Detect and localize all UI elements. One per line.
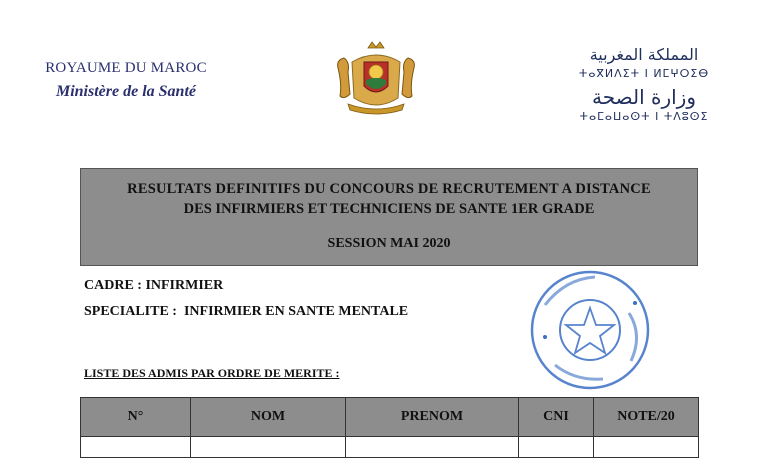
- banner-title-line2: DES INFIRMIERS ET TECHNICIENS DE SANTE 1ER GRADE: [183, 201, 595, 217]
- column-note: NOTE/20: [594, 398, 699, 437]
- results-table: [80, 397, 699, 458]
- ministry-name: Ministère de la Santé: [55, 83, 196, 100]
- coat-of-arms-emblem: [330, 38, 422, 118]
- cadre-label: CADRE : INFIRMIER: [84, 278, 224, 293]
- column-number: N°: [81, 398, 191, 437]
- official-stamp-icon: [525, 265, 655, 395]
- table-header-row: [81, 398, 699, 437]
- kingdom-name-tifinagh: ⵜⴰⴳⵍⴷⵉⵜ ⵏ ⵍⵎⵖⵔⵉⴱ: [578, 67, 710, 80]
- session-label: SESSION MAI 2020: [327, 236, 451, 251]
- kingdom-name-arabic: المملكة المغربية: [589, 45, 699, 64]
- column-prenom: PRENOM: [346, 398, 519, 437]
- column-nom: NOM: [191, 398, 346, 437]
- table-row: [81, 437, 699, 458]
- header-left: [36, 58, 216, 104]
- banner-title-line1: RESULTATS DEFINITIFS DU CONCOURS DE RECRUTEMENT A DISTANCE: [127, 181, 651, 197]
- kingdom-name: ROYAUME DU MAROC: [45, 60, 207, 76]
- column-cni: CNI: [519, 398, 594, 437]
- ministry-name-arabic: وزارة الصحة: [592, 85, 696, 109]
- specialite-label: SPECIALITE : INFIRMIER EN SANTE MENTALE: [84, 304, 409, 319]
- ministry-name-tifinagh: ⵜⴰⵎⴰⵡⴰⵙⵜ ⵏ ⵜⴷⵓⵙⵉ: [579, 110, 709, 123]
- admitted-list-title: LISTE DES ADMIS PAR ORDRE DE MERITE :: [84, 366, 340, 380]
- results-banner: [80, 168, 698, 266]
- header-right: [564, 44, 724, 124]
